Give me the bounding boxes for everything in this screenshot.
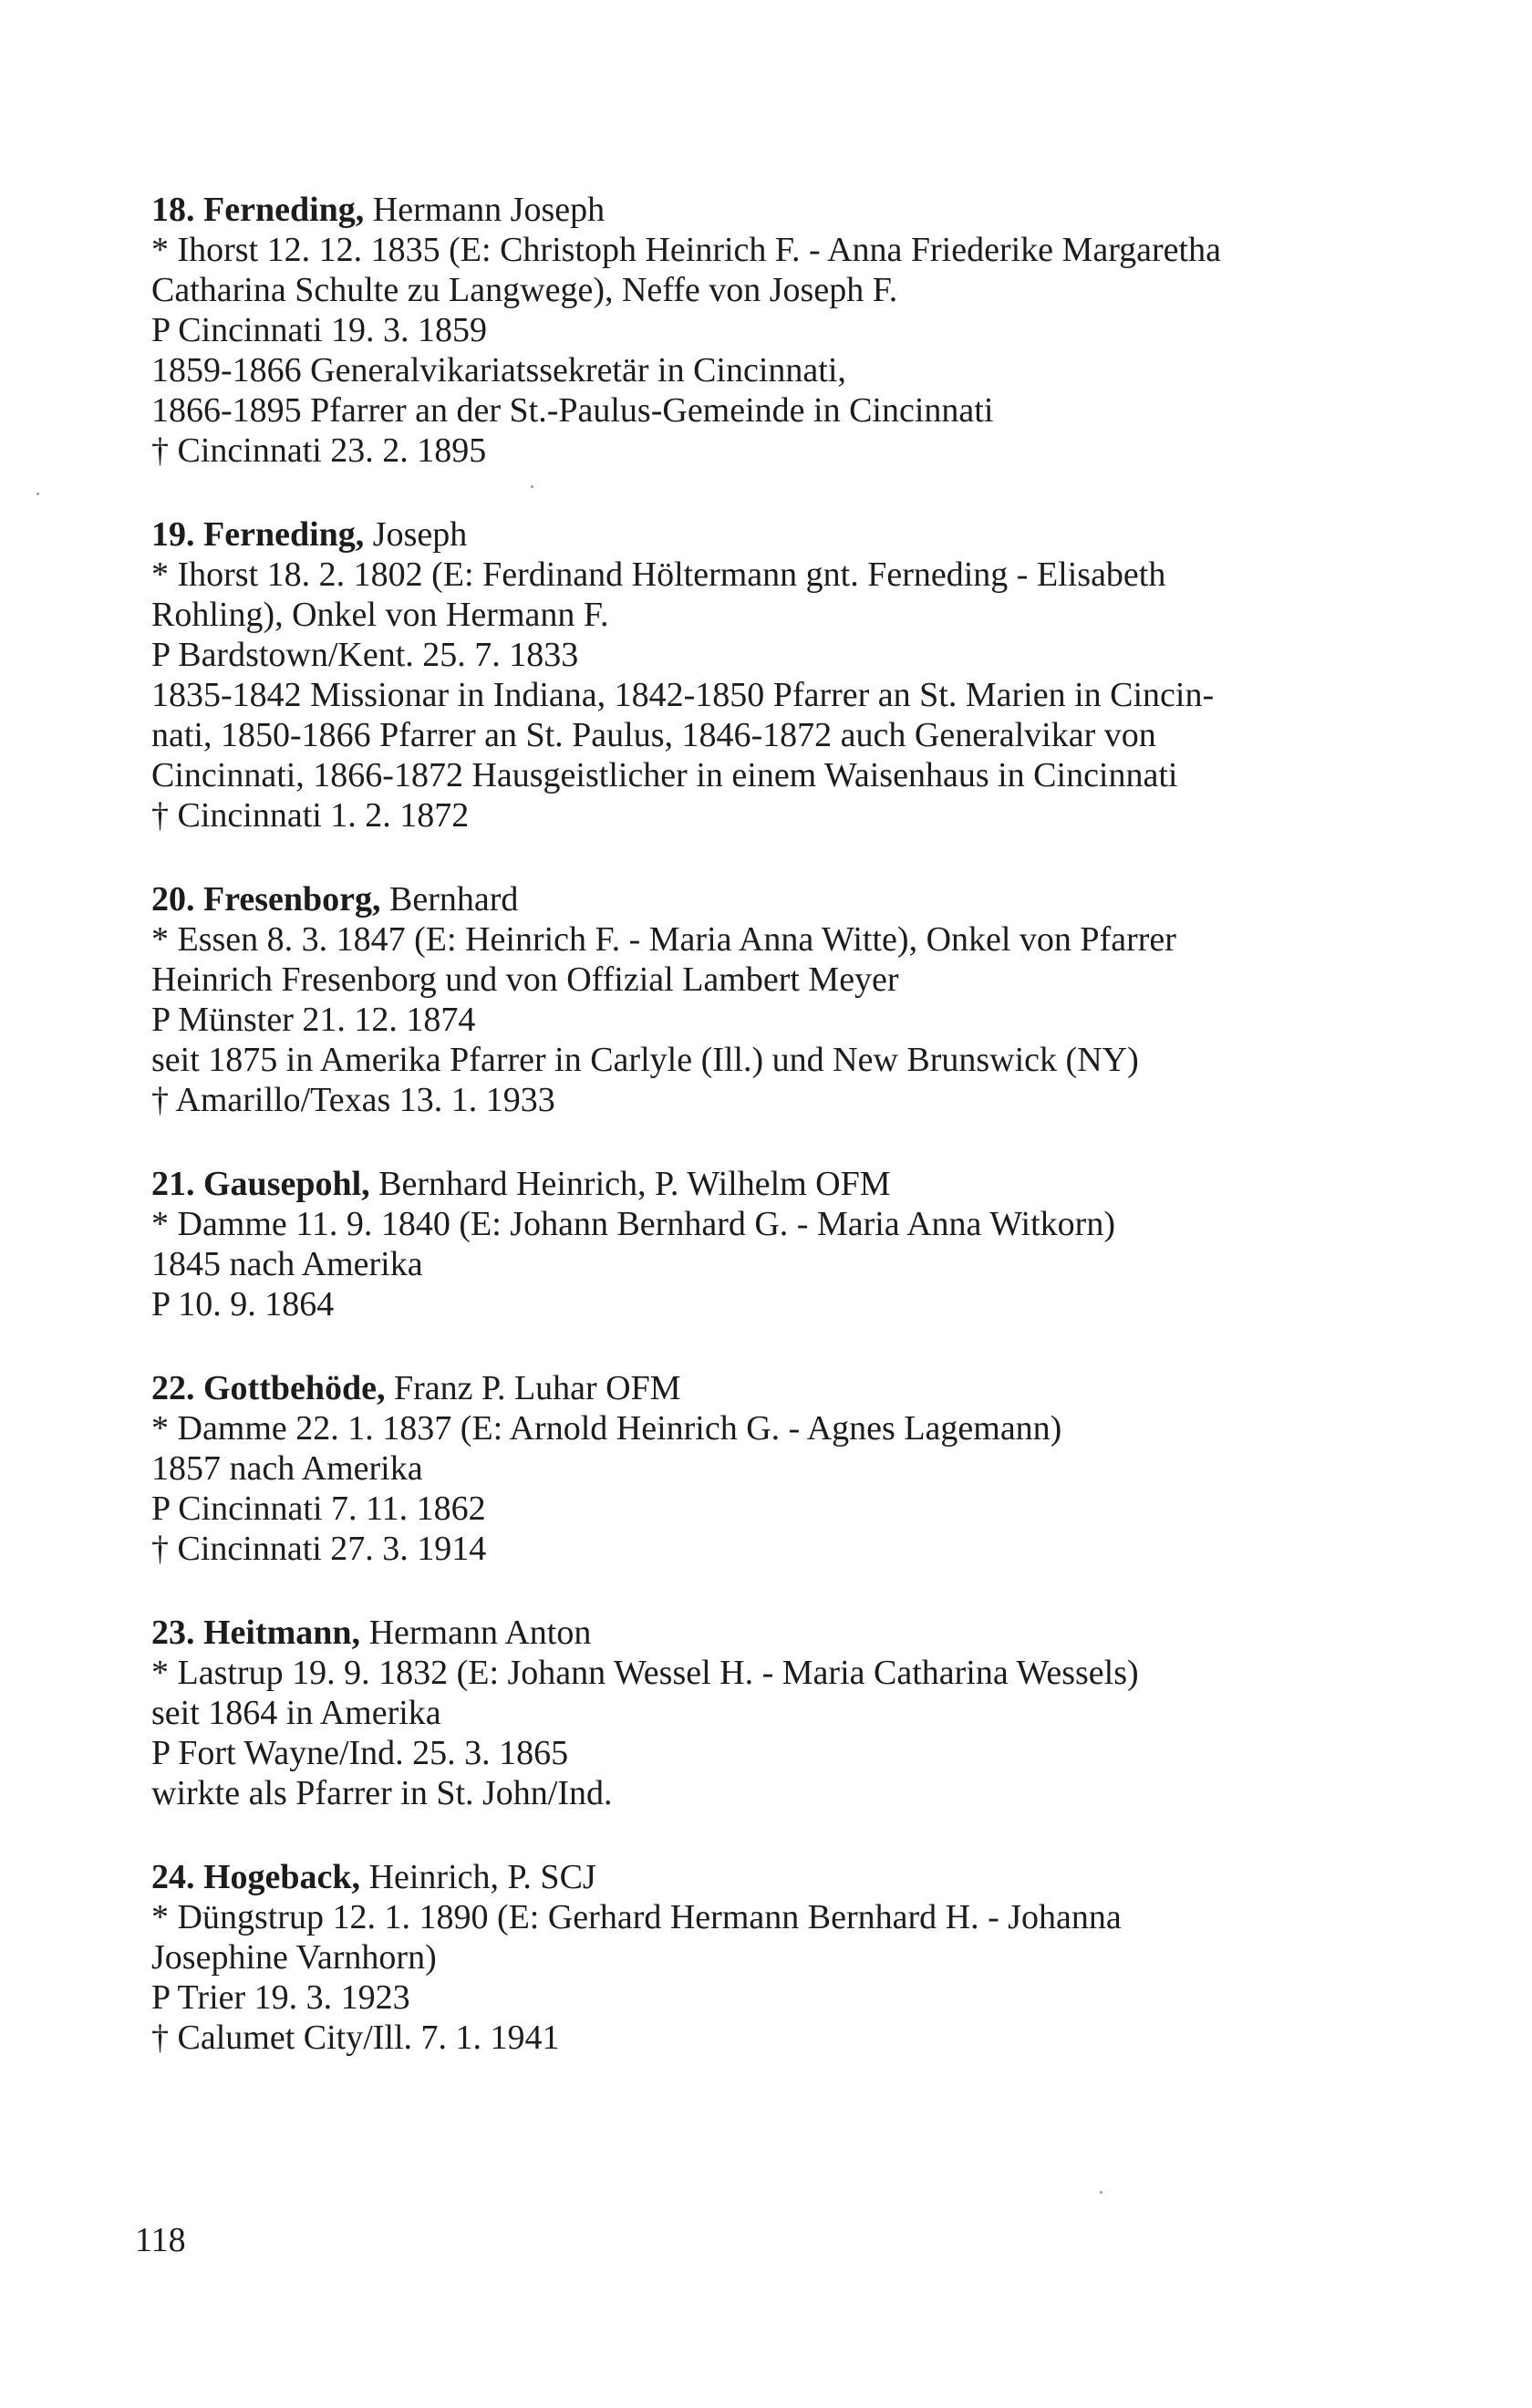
entry-surname: Heitmann, — [203, 1614, 361, 1652]
entry-heading — [151, 190, 1410, 230]
entry-given-name: Hermann Joseph — [364, 191, 606, 229]
entry-line: Josephine Varnhorn) — [151, 1938, 437, 1977]
entry-line: * Essen 8. 3. 1847 (E: Heinrich F. - Maria Anna Witte), Onkel von Pfarrer — [151, 920, 1176, 959]
entry-line: P Bardstown/Kent. 25. 7. 1833 — [151, 636, 579, 674]
entry-heading — [151, 514, 1410, 555]
entry-line: † Calumet City/Ill. 7. 1. 1941 — [151, 2019, 560, 2057]
entry-number: 21. — [151, 1165, 195, 1203]
entry-line: wirkte als Pfarrer in St. John/Ind. — [151, 1774, 613, 1812]
entry-line: Cincinnati, 1866-1872 Hausgeistlicher in einem Waisenhaus in Cincinnati — [151, 756, 1178, 794]
entry-heading — [151, 879, 1410, 919]
entry-line: 1859-1866 Generalvikariatssekretär in Cincinnati, — [151, 351, 846, 389]
entry-line: * Ihorst 18. 2. 1802 (E: Ferdinand Höltermann gnt. Ferneding - Elisabeth — [151, 555, 1166, 594]
entry-line: † Cincinnati 23. 2. 1895 — [151, 431, 487, 470]
entry-line: P Münster 21. 12. 1874 — [151, 1001, 476, 1039]
entry-line: Heinrich Fresenborg und von Offizial Lambert Meyer — [151, 960, 899, 999]
entry-given-name: Joseph — [364, 515, 468, 554]
entry-line: Catharina Schulte zu Langwege), Neffe von Joseph F. — [151, 271, 898, 309]
scan-speck — [1100, 2191, 1102, 2194]
entry-20 — [151, 879, 1410, 1120]
entry-surname: Ferneding, — [203, 191, 365, 229]
entry-line: P Cincinnati 7. 11. 1862 — [151, 1489, 486, 1528]
entry-line: P 10. 9. 1864 — [151, 1285, 335, 1323]
entry-number: 20. — [151, 880, 195, 919]
entry-number: 22. — [151, 1369, 195, 1407]
entry-number: 18. — [151, 191, 195, 229]
entry-24 — [151, 1857, 1410, 2058]
entry-line: † Amarillo/Texas 13. 1. 1933 — [151, 1081, 555, 1119]
entry-23 — [151, 1613, 1410, 1813]
entry-given-name: Heinrich, P. SCJ — [360, 1858, 596, 1896]
entry-line: * Düngstrup 12. 1. 1890 (E: Gerhard Hermann Bernhard H. - Johanna — [151, 1898, 1122, 1936]
entry-line: P Fort Wayne/Ind. 25. 3. 1865 — [151, 1734, 569, 1772]
entry-line: * Ihorst 12. 12. 1835 (E: Christoph Heinrich F. - Anna Friederike Margaretha — [151, 231, 1221, 269]
entry-line: † Cincinnati 1. 2. 1872 — [151, 796, 470, 835]
entry-heading — [151, 1857, 1410, 1897]
entry-line: † Cincinnati 27. 3. 1914 — [151, 1530, 487, 1568]
page-number: 118 — [135, 2221, 186, 2259]
entry-number: 23. — [151, 1614, 195, 1652]
entry-surname: Gottbehöde, — [203, 1369, 386, 1407]
entry-line: P Cincinnati 19. 3. 1859 — [151, 311, 488, 349]
entry-surname: Fresenborg, — [203, 880, 381, 919]
entry-given-name: Bernhard — [380, 880, 519, 919]
entry-line: seit 1875 in Amerika Pfarrer in Carlyle (Ill.) und New Brunswick (NY) — [151, 1041, 1139, 1079]
entry-line: 1835-1842 Missionar in Indiana, 1842-1850 Pfarrer an St. Marien in Cincin- — [151, 676, 1215, 714]
entry-21 — [151, 1164, 1410, 1324]
page-body — [151, 190, 1410, 2102]
entry-line: nati, 1850-1866 Pfarrer an St. Paulus, 1846-1872 auch Generalvikar von — [151, 716, 1156, 754]
entry-heading — [151, 1613, 1410, 1653]
entry-line: 1857 nach Amerika — [151, 1449, 423, 1488]
entry-number: 24. — [151, 1858, 195, 1896]
entry-19 — [151, 514, 1410, 836]
entry-line: 1866-1895 Pfarrer an der St.-Paulus-Gemeinde in Cincinnati — [151, 391, 994, 430]
entry-heading — [151, 1368, 1410, 1408]
entry-18 — [151, 190, 1410, 471]
entry-line: seit 1864 in Amerika — [151, 1694, 441, 1732]
entry-line: * Damme 11. 9. 1840 (E: Johann Bernhard G. - Maria Anna Witkorn) — [151, 1205, 1115, 1243]
entry-surname: Hogeback, — [203, 1858, 361, 1896]
entry-heading — [151, 1164, 1410, 1204]
entry-line: P Trier 19. 3. 1923 — [151, 1978, 410, 2017]
scan-speck — [36, 493, 39, 495]
entry-given-name: Franz P. Luhar OFM — [385, 1369, 681, 1407]
entry-line: Rohling), Onkel von Hermann F. — [151, 596, 609, 634]
entry-number: 19. — [151, 515, 195, 554]
entry-surname: Ferneding, — [203, 515, 365, 554]
entry-surname: Gausepohl, — [203, 1165, 370, 1203]
entry-given-name: Bernhard Heinrich, P. Wilhelm OFM — [369, 1165, 891, 1203]
scan-speck — [531, 485, 533, 488]
entry-line: * Lastrup 19. 9. 1832 (E: Johann Wessel H. - Maria Catharina Wessels) — [151, 1654, 1139, 1692]
entry-line: * Damme 22. 1. 1837 (E: Arnold Heinrich G. - Agnes Lagemann) — [151, 1409, 1062, 1448]
entry-line: 1845 nach Amerika — [151, 1245, 423, 1283]
entry-22 — [151, 1368, 1410, 1569]
entry-given-name: Hermann Anton — [360, 1614, 592, 1652]
